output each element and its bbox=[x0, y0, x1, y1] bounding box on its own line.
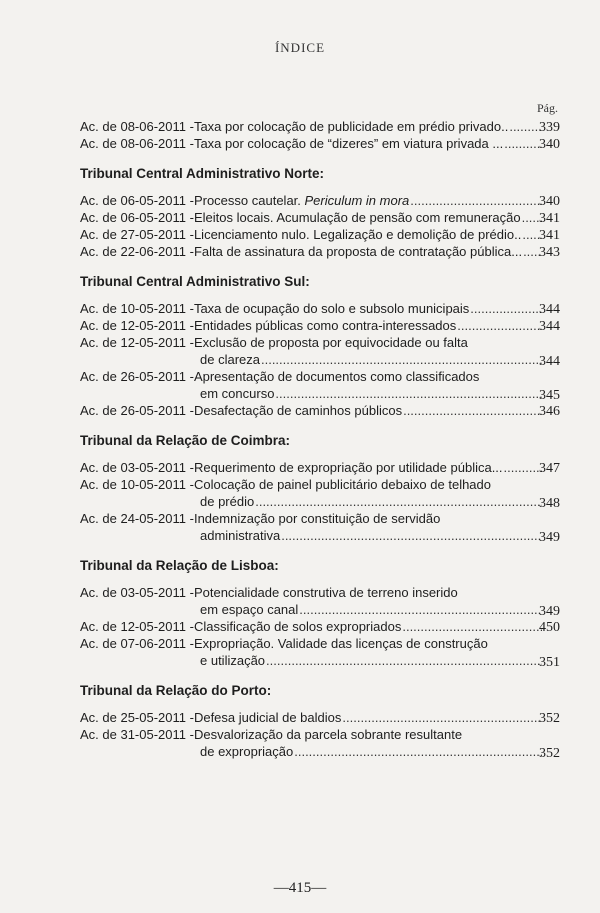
index-entry bbox=[80, 368, 560, 402]
entry-page-number: 341 bbox=[539, 211, 560, 226]
entry-page-number: 339 bbox=[539, 120, 560, 135]
entry-date: Ac. de 06-05-2011 - bbox=[80, 210, 194, 225]
entry-date: Ac. de 03-05-2011 - bbox=[80, 585, 194, 600]
index-entry bbox=[80, 476, 560, 510]
entry-title-continued: e utilização bbox=[200, 653, 266, 668]
leader-dots bbox=[266, 652, 542, 669]
entry-page-number: 450 bbox=[539, 620, 560, 635]
entry-title: Falta de assinatura da proposta de contratação pública... bbox=[193, 244, 523, 259]
entry-title-continued: de expropriação bbox=[200, 744, 294, 759]
index-entry bbox=[80, 243, 560, 260]
index-entry bbox=[80, 584, 560, 618]
entry-title-continued: de clareza bbox=[200, 352, 260, 367]
entry-date: Ac. de 12-05-2011 - bbox=[80, 619, 194, 634]
index-entry bbox=[80, 334, 560, 368]
entry-page-number: 344 bbox=[539, 319, 560, 334]
entry-date: Ac. de 06-05-2011 - bbox=[80, 193, 194, 208]
entry-page-number: 345 bbox=[539, 388, 560, 403]
entry-page-number: 344 bbox=[539, 354, 560, 369]
section-title: Tribunal Central Administrativo Norte: bbox=[80, 166, 325, 181]
entry-page-number: 349 bbox=[539, 530, 560, 545]
leader-dots bbox=[294, 743, 542, 760]
entry-title: Entidades públicas como contra-interessados bbox=[193, 318, 457, 333]
page-number: —415— bbox=[273, 880, 327, 896]
index-entry bbox=[80, 226, 560, 243]
leader-dots bbox=[275, 385, 542, 402]
index-entry bbox=[80, 402, 560, 419]
entry-page-number: 348 bbox=[539, 496, 560, 511]
entry-title: Exclusão de proposta por equivocidade ou falta bbox=[193, 335, 468, 350]
entry-title: Taxa por colocação de publicidade em prédio privado.. bbox=[193, 119, 509, 134]
page-header: ÍNDICE bbox=[274, 40, 326, 55]
entry-title: Potencialidade construtiva de terreno inserido bbox=[193, 585, 458, 600]
entry-date: Ac. de 12-05-2011 - bbox=[80, 318, 194, 333]
index-entry bbox=[80, 726, 560, 760]
entry-date: Ac. de 26-05-2011 - bbox=[80, 369, 194, 384]
leader-dots bbox=[261, 351, 542, 368]
entry-date: Ac. de 08-06-2011 - bbox=[80, 136, 194, 151]
entry-title: Licenciamento nulo. Legalização e demolição de prédio.. bbox=[193, 227, 522, 242]
entry-title: Desvalorização da parcela sobrante resultante bbox=[193, 727, 463, 742]
entry-title-continued: de prédio bbox=[200, 494, 255, 509]
entry-date: Ac. de 03-05-2011 - bbox=[80, 460, 194, 475]
entry-title: Expropriação. Validade das licenças de construção bbox=[193, 636, 488, 651]
entry-title-continued: em espaço canal bbox=[200, 602, 299, 617]
leader-dots bbox=[299, 601, 542, 618]
section-title: Tribunal Central Administrativo Sul: bbox=[80, 274, 310, 289]
entry-title: Processo cautelar. Periculum in mora bbox=[193, 193, 410, 208]
index-entry bbox=[80, 618, 560, 635]
index-entry bbox=[80, 635, 560, 669]
entry-page-number: 349 bbox=[539, 604, 560, 619]
index-entry bbox=[80, 300, 560, 317]
leader-dots bbox=[255, 493, 542, 510]
index-content bbox=[80, 118, 560, 760]
entry-title: Eleitos locais. Acumulação de pensão com remuneração bbox=[193, 210, 521, 225]
entry-date: Ac. de 24-05-2011 - bbox=[80, 511, 194, 526]
index-entry bbox=[80, 135, 560, 152]
entry-page-number: 352 bbox=[539, 746, 560, 761]
entry-page-number: 340 bbox=[539, 194, 560, 209]
index-entry bbox=[80, 709, 560, 726]
index-entry bbox=[80, 209, 560, 226]
entry-page-number: 346 bbox=[539, 404, 560, 419]
index-entry bbox=[80, 192, 560, 209]
index-entry bbox=[80, 317, 560, 334]
leader-dots bbox=[281, 527, 542, 544]
entry-title-continued: em concurso bbox=[200, 386, 275, 401]
leader-dots bbox=[342, 709, 542, 726]
entry-date: Ac. de 22-06-2011 - bbox=[80, 244, 194, 259]
entry-page-number: 347 bbox=[539, 461, 560, 476]
entry-date: Ac. de 31-05-2011 - bbox=[80, 727, 194, 742]
entry-title: Apresentação de documentos como classificados bbox=[193, 369, 480, 384]
entry-title: Taxa por colocação de “dizeres” em viatura privada ... bbox=[193, 136, 504, 151]
page-column-label: Pág. bbox=[537, 101, 558, 115]
entry-title: Desafectação de caminhos públicos bbox=[193, 403, 403, 418]
entry-title: Taxa de ocupação do solo e subsolo municipais bbox=[193, 301, 470, 316]
entry-page-number: 341 bbox=[539, 228, 560, 243]
entry-page-number: 340 bbox=[539, 137, 560, 152]
entry-date: Ac. de 10-05-2011 - bbox=[80, 301, 194, 316]
entry-title: Colocação de painel publicitário debaixo de telhado bbox=[193, 477, 491, 492]
index-entry bbox=[80, 510, 560, 544]
entry-date: Ac. de 25-05-2011 - bbox=[80, 710, 194, 725]
entry-page-number: 352 bbox=[539, 711, 560, 726]
entry-date: Ac. de 08-06-2011 - bbox=[80, 119, 194, 134]
entry-date: Ac. de 07-06-2011 - bbox=[80, 636, 194, 651]
entry-title: Requerimento de expropriação por utilidade pública... bbox=[193, 460, 503, 475]
entry-page-number: 344 bbox=[539, 302, 560, 317]
entry-title: Indemnização por constituição de servidão bbox=[193, 511, 441, 526]
entry-title: Classificação de solos expropriados bbox=[193, 619, 402, 634]
entry-title: Defesa judicial de baldios bbox=[193, 710, 342, 725]
entry-title-continued: administrativa bbox=[200, 528, 281, 543]
entry-date: Ac. de 26-05-2011 - bbox=[80, 403, 194, 418]
entry-date: Ac. de 10-05-2011 - bbox=[80, 477, 194, 492]
entry-page-number: 351 bbox=[539, 655, 560, 670]
entry-date: Ac. de 27-05-2011 - bbox=[80, 227, 194, 242]
entry-date: Ac. de 12-05-2011 - bbox=[80, 335, 194, 350]
section-title: Tribunal da Relação de Coimbra: bbox=[80, 433, 291, 448]
entry-page-number: 343 bbox=[539, 245, 560, 260]
section-title: Tribunal da Relação de Lisboa: bbox=[80, 558, 279, 573]
index-entry bbox=[80, 118, 560, 135]
index-entry bbox=[80, 459, 560, 476]
section-title: Tribunal da Relação do Porto: bbox=[80, 683, 272, 698]
